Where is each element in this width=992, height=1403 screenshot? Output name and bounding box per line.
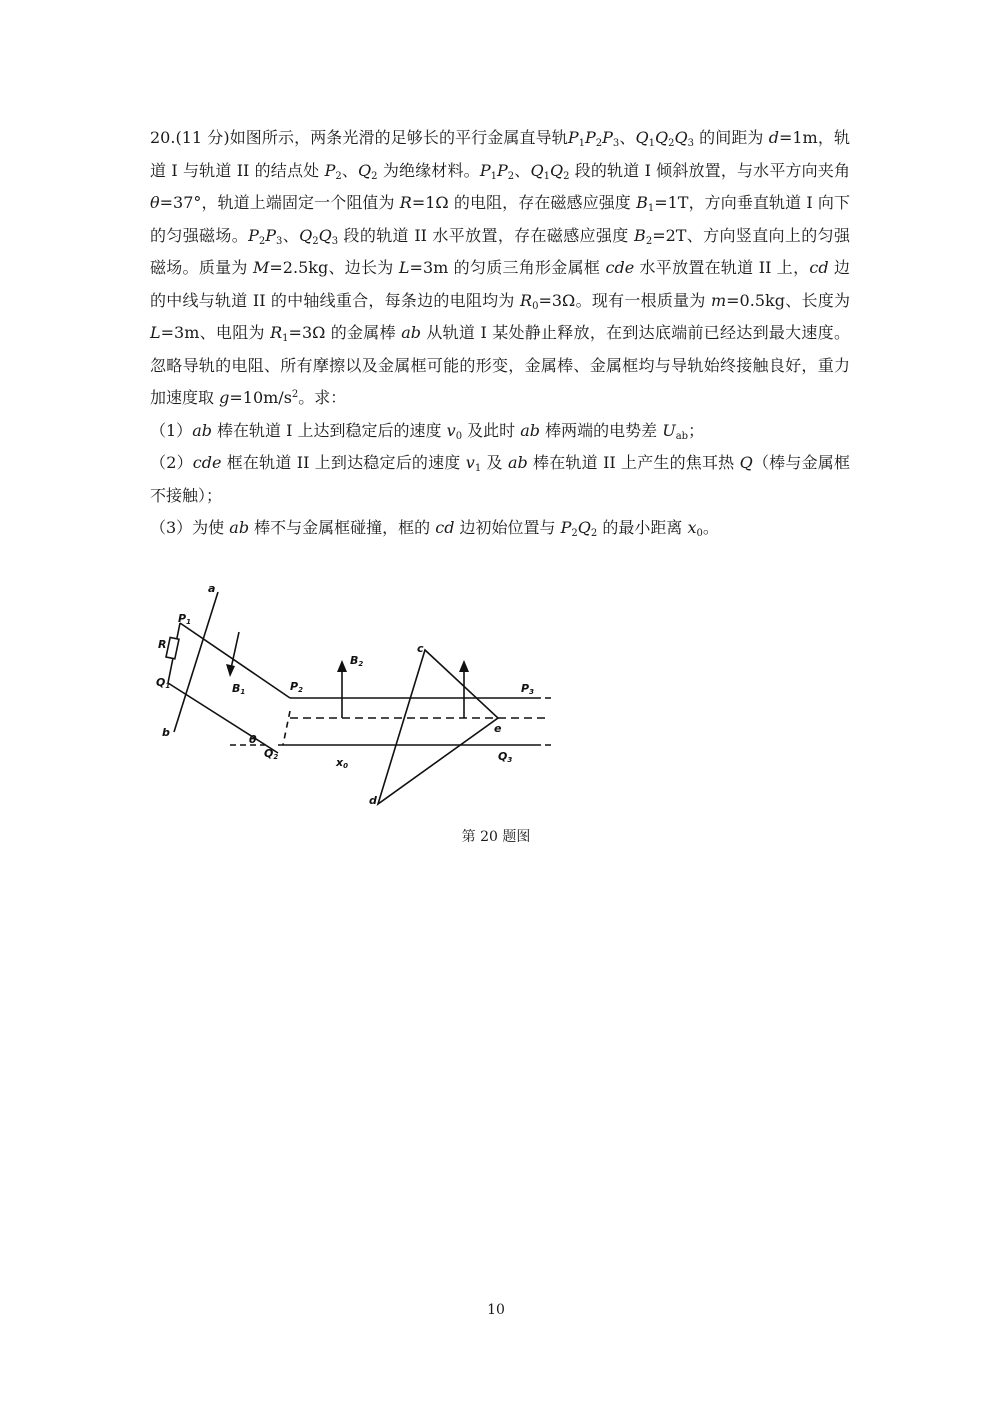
problem-20	[150, 122, 850, 545]
label-B2: B2	[350, 654, 364, 668]
label-d: d	[369, 794, 377, 807]
label-P1: P1	[178, 612, 191, 626]
B2-arrowhead-right	[459, 660, 469, 672]
label-x0: x0	[336, 756, 348, 770]
page-number: 10	[487, 1302, 505, 1318]
question-1: （1）ab 棒在轨道 I 上达到稳定后的速度 $v_0$ 及此时 ab 棒两端的电势差 $U_{ab}$；	[150, 420, 705, 442]
frame-cde	[378, 650, 498, 804]
label-P2: P2	[290, 680, 303, 694]
figure-caption: 第 20 题图	[461, 829, 531, 845]
label-b: b	[162, 726, 170, 739]
label-Q3: Q3	[498, 750, 513, 764]
question-2: （2）cde 框在轨道 II 上到达稳定后的速度 $v_1$ 及 ab 棒在轨道 II 上产生的焦耳热 Q（棒与金属框不接触）；	[150, 453, 850, 505]
label-c: c	[417, 642, 424, 655]
resistor	[166, 637, 179, 658]
junction-mark	[283, 711, 290, 745]
rail-Q1Q2	[168, 683, 278, 753]
label-Q1: Q1	[156, 676, 171, 690]
label-e: e	[494, 722, 502, 735]
label-theta: θ	[249, 733, 257, 746]
question-3: （3）为使 ab 棒不与金属框碰撞，框的 cd 边初始位置与 $P_2Q_2$ 的最小距离 $x_0$。	[150, 518, 719, 539]
label-B1: B1	[232, 682, 246, 696]
label-a: a	[208, 582, 216, 595]
problem-statement: 20.(11 分)如图所示，两条光滑的足够长的平行金属直导轨$P_1P_2P_3$、$Q_1Q_2Q_3$ 的间距为 d=1m，轨道 I 与轨道 II 的结点处 $P_2$、$Q_2$ 为绝缘材料。$P_1P_2$、$Q_1Q_2$ 段的轨道 I 倾斜放置，与水平方向夹角 θ=37°，轨道上端固定一个阻值为 R=1Ω 的电阻，存在磁感应强度 $B_1=1T$，方向垂直轨道 I 向下的匀强磁场。$P_2P_3$、$Q_2Q_3$ 段的轨道 II 水平放置，存在磁感应强度 $B_2=2T$、方向竖直向上的匀强磁场。质量为 M=2.5kg、边长为 L=3m 的匀质三角形金属框 cde 水平放置在轨道 II 上，cd 边的中线与轨道 II 的中轴线重合，每条边的电阻均为 $R_0=3\Omega$。现有一根质量为 m=0.5kg、长度为 L=3m、电阻为 $R_1=3\Omega$ 的金属棒 ab 从轨道 I 某处静止释放，在到达底端前已经达到最大速度。忽略导轨的电阻、所有摩擦以及金属框可能的形变，金属棒、金属框均与导轨始终接触良好，重力加速度取 $g=10m/s^2$。求：	[150, 128, 851, 407]
label-P3: P3	[521, 682, 534, 696]
label-Q2: Q2	[264, 747, 279, 761]
label-R: R	[158, 638, 167, 651]
B2-arrowhead-left	[337, 660, 347, 672]
rail-diagram	[150, 578, 570, 818]
B1-arrowhead	[226, 664, 235, 677]
